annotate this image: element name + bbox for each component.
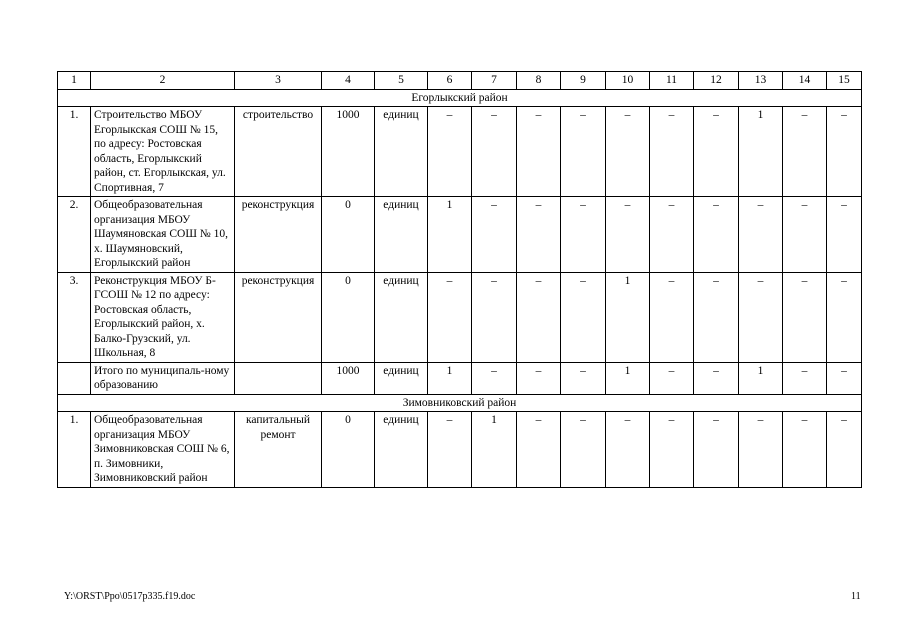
capacity-cell: 0 (322, 272, 375, 362)
object-name-cell: Строительство МБОУ Егорлыкская СОШ № 15, по адресу: Ростовская область, Егорлыкский район, ст. Егорлыкская, ул. Спортивная, 7 (91, 107, 235, 197)
unit-cell: единиц (375, 362, 428, 394)
value-cell: – (561, 197, 606, 273)
capacity-cell: 0 (322, 197, 375, 273)
value-cell: – (694, 272, 739, 362)
object-name-cell: Итого по муниципаль-ному образованию (91, 362, 235, 394)
value-cell: – (739, 272, 783, 362)
column-number-cell: 3 (235, 72, 322, 90)
column-number-cell: 15 (827, 72, 862, 90)
unit-cell: единиц (375, 197, 428, 273)
value-cell: – (472, 272, 517, 362)
row-number-cell: 2. (58, 197, 91, 273)
column-number-cell: 7 (472, 72, 517, 90)
column-number-cell: 2 (91, 72, 235, 90)
document-table (57, 71, 862, 488)
value-cell: – (827, 412, 862, 488)
value-cell: – (694, 107, 739, 197)
value-cell: – (783, 272, 827, 362)
value-cell: – (783, 362, 827, 394)
value-cell: – (827, 107, 862, 197)
value-cell: – (561, 362, 606, 394)
value-cell: 1 (606, 272, 650, 362)
value-cell: – (694, 412, 739, 488)
value-cell: – (428, 412, 472, 488)
column-number-cell: 8 (517, 72, 561, 90)
table-body (58, 72, 862, 488)
value-cell: – (472, 197, 517, 273)
row-number-cell: 1. (58, 412, 91, 488)
section-header-row (58, 394, 862, 412)
value-cell: – (739, 197, 783, 273)
work-type-cell (235, 362, 322, 394)
value-cell: – (739, 412, 783, 488)
capacity-cell: 1000 (322, 107, 375, 197)
column-number-cell: 11 (650, 72, 694, 90)
value-cell: 1 (428, 362, 472, 394)
unit-cell: единиц (375, 412, 428, 488)
row-number-cell: 3. (58, 272, 91, 362)
value-cell: – (472, 107, 517, 197)
object-name-cell: Реконструкция МБОУ Б-ГСОШ № 12 по адресу: Ростовская область, Егорлыкский район, х. Балко-Грузский, ул. Школьная, 8 (91, 272, 235, 362)
column-number-cell: 9 (561, 72, 606, 90)
value-cell: – (650, 412, 694, 488)
value-cell: 1 (606, 362, 650, 394)
value-cell: 1 (739, 362, 783, 394)
value-cell: – (517, 412, 561, 488)
capacity-cell: 1000 (322, 362, 375, 394)
value-cell: – (827, 362, 862, 394)
value-cell: – (606, 412, 650, 488)
value-cell: 1 (428, 197, 472, 273)
value-cell: – (606, 107, 650, 197)
value-cell: – (472, 362, 517, 394)
column-number-cell: 4 (322, 72, 375, 90)
work-type-cell: реконструкция (235, 272, 322, 362)
row-number-cell: 1. (58, 107, 91, 197)
object-name-cell: Общеобразовательная организация МБОУ Шаумяновская СОШ № 10, х. Шаумяновский, Егорлыкский район (91, 197, 235, 273)
value-cell: – (428, 107, 472, 197)
column-number-cell: 1 (58, 72, 91, 90)
value-cell: – (783, 197, 827, 273)
column-number-cell: 14 (783, 72, 827, 90)
value-cell: – (650, 272, 694, 362)
value-cell: 1 (472, 412, 517, 488)
value-cell: – (517, 272, 561, 362)
unit-cell: единиц (375, 107, 428, 197)
value-cell: – (827, 197, 862, 273)
section-title: Зимовниковский район (58, 394, 862, 412)
table-row (58, 107, 862, 197)
work-type-cell: капитальный ремонт (235, 412, 322, 488)
value-cell: – (694, 197, 739, 273)
column-number-cell: 6 (428, 72, 472, 90)
unit-cell: единиц (375, 272, 428, 362)
value-cell: – (561, 272, 606, 362)
object-name-cell: Общеобразовательная организация МБОУ Зимовниковская СОШ № 6, п. Зимовники, Зимовниковский район (91, 412, 235, 488)
section-header-row (58, 89, 862, 107)
column-number-cell: 12 (694, 72, 739, 90)
value-cell: – (561, 107, 606, 197)
footer-file-path: Y:\ORST\Ppo\0517p335.f19.doc (64, 591, 196, 602)
table-row (58, 197, 862, 273)
table-row (58, 272, 862, 362)
value-cell: – (783, 107, 827, 197)
work-type-cell: реконструкция (235, 197, 322, 273)
section-title: Егорлыкский район (58, 89, 862, 107)
capacity-cell: 0 (322, 412, 375, 488)
value-cell: – (694, 362, 739, 394)
table-row (58, 412, 862, 488)
value-cell: – (517, 362, 561, 394)
value-cell: – (650, 362, 694, 394)
column-number-cell: 10 (606, 72, 650, 90)
value-cell: – (827, 272, 862, 362)
value-cell: – (783, 412, 827, 488)
value-cell: – (606, 197, 650, 273)
work-type-cell: строительство (235, 107, 322, 197)
value-cell: 1 (739, 107, 783, 197)
value-cell: – (561, 412, 606, 488)
table-row (58, 362, 862, 394)
column-number-row (58, 72, 862, 90)
column-number-cell: 5 (375, 72, 428, 90)
value-cell: – (650, 197, 694, 273)
value-cell: – (517, 107, 561, 197)
footer-page-number: 11 (851, 591, 861, 602)
value-cell: – (517, 197, 561, 273)
value-cell: – (428, 272, 472, 362)
value-cell: – (650, 107, 694, 197)
column-number-cell: 13 (739, 72, 783, 90)
row-number-cell (58, 362, 91, 394)
